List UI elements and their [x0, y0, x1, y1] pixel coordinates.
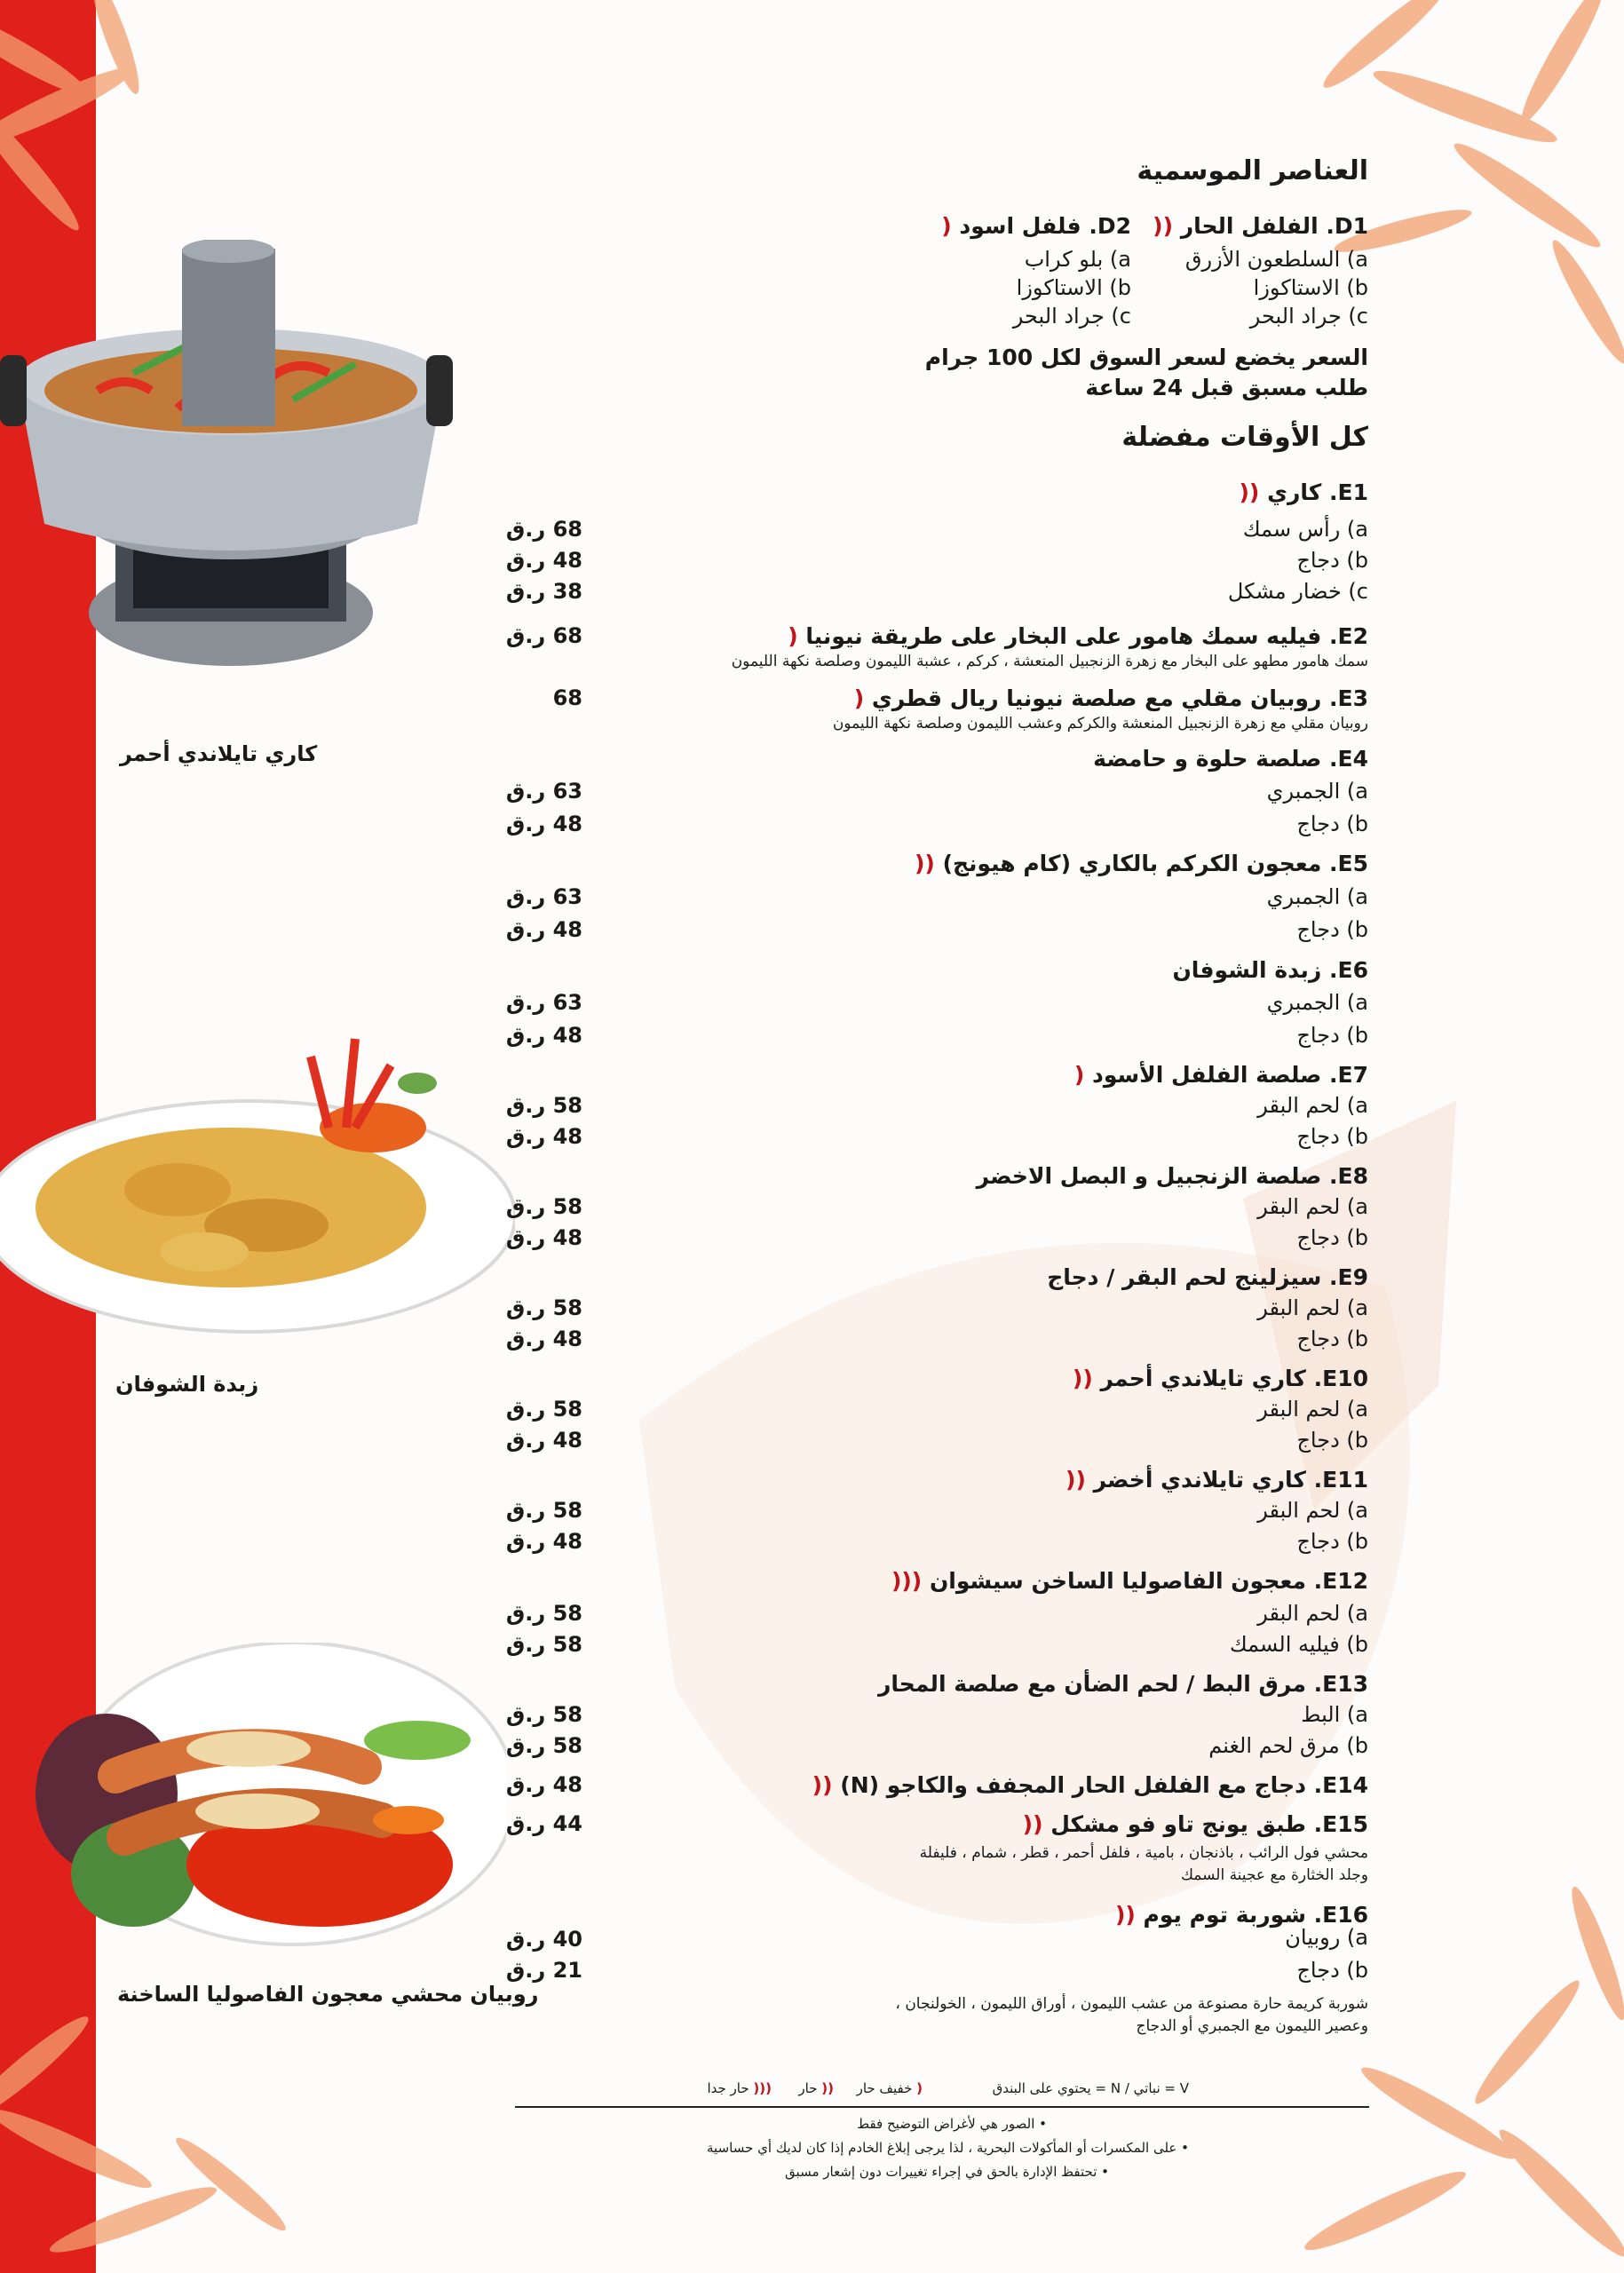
e4-option-a: a) الجمبري	[1266, 779, 1368, 804]
bamboo-leaves-top-left	[0, 0, 147, 237]
d2-item-b: b) الاستاكوزا	[1016, 275, 1131, 300]
footer-note-2: • على المكسرات أو المأكولات البحرية ، لذا يرجى إبلاغ الخادم إذا كان لديك أي حساسية	[707, 2140, 1189, 2156]
e11-option-a: a) لحم البقر	[1257, 1498, 1368, 1523]
e7-option-a: a) لحم البقر	[1257, 1093, 1368, 1118]
e16-price-b: 21 ر.ق	[505, 1958, 582, 1983]
chili-icon: (	[788, 623, 798, 649]
e10-name: E10. كاري تايلاندي أحمر	[1100, 1366, 1368, 1391]
e7-name: E7. صلصة الفلفل الأسود	[1092, 1062, 1368, 1088]
e3-price: 68	[552, 685, 582, 710]
e1-price-c: 38 ر.ق	[505, 579, 582, 604]
e15-name: E15. طبق يونج تاو فو مشكل	[1050, 1811, 1368, 1837]
e16-option-b: b) دجاج	[1296, 1958, 1368, 1983]
e2-price: 68 ر.ق	[505, 623, 582, 648]
e7-title	[1074, 1062, 1368, 1088]
d1-item-b: b) الاستاكوزا	[1253, 275, 1368, 300]
e12-price-b: 58 ر.ق	[505, 1632, 582, 1657]
e12-title	[891, 1568, 1368, 1594]
legend-hot-label: حار	[798, 2080, 818, 2096]
d2-title	[941, 213, 1131, 239]
e2-description: سمك هامور مطهو على البخار مع زهرة الزنجبيل المنعشة ، كركم ، عشبة الليمون وصلصة نكهة الليمون	[731, 653, 1368, 670]
seasonal-title: العناصر الموسمية	[1137, 155, 1368, 186]
e7-option-b: b) دجاج	[1296, 1124, 1368, 1149]
legend-mild	[857, 2080, 923, 2096]
e5-option-b: b) دجاج	[1296, 917, 1368, 942]
chili-icon: (	[916, 2080, 923, 2096]
e15-description-line2: وجلد الخثارة مع عجينة السمك	[1180, 1866, 1368, 1884]
e6-price-b: 48 ر.ق	[505, 1023, 582, 1048]
e13-option-b: b) مرق لحم الغنم	[1208, 1733, 1368, 1758]
chili-icon: (((	[891, 1568, 923, 1594]
e6-price-a: 63 ر.ق	[505, 990, 582, 1015]
chili-icon: ((	[821, 2080, 834, 2096]
e16-name: E16. شوربة توم يوم	[1143, 1902, 1368, 1928]
bamboo-leaves-bottom-left	[0, 2008, 292, 2261]
stuffed-prawn-photo	[27, 1643, 506, 1971]
e8-price-a: 58 ر.ق	[505, 1194, 582, 1219]
e16-description-line2: وعصير الليمون مع الجمبري أو الدجاج	[1136, 2017, 1368, 2035]
chili-icon: ((	[1153, 213, 1173, 239]
legend-veg-nuts: V = نباتي / N = يحتوي على البندق	[992, 2080, 1189, 2096]
e1-title	[1240, 479, 1369, 505]
d1-item-a: a) السلطعون الأزرق	[1184, 247, 1368, 272]
e1-option-a: a) رأس سمك	[1242, 517, 1368, 542]
e11-option-b: b) دجاج	[1296, 1529, 1368, 1554]
e10-price-a: 58 ر.ق	[505, 1397, 582, 1422]
e12-price-a: 58 ر.ق	[505, 1601, 582, 1626]
e3-title	[854, 685, 1368, 711]
divider	[515, 2106, 1369, 2108]
preorder-note: طلب مسبق قبل 24 ساعة	[1085, 375, 1368, 400]
e15-title	[1023, 1811, 1368, 1837]
caption-stuffed-prawn: روبيان محشي معجون الفاصوليا الساخنة	[117, 1982, 539, 2007]
e7-price-a: 58 ر.ق	[505, 1093, 582, 1118]
e12-option-a: a) لحم البقر	[1257, 1601, 1368, 1626]
e4-option-b: b) دجاج	[1296, 812, 1368, 836]
thai-red-curry-photo	[0, 240, 471, 684]
e5-name: E5. معجون الكركم بالكاري (كام هيونج)	[942, 851, 1368, 876]
chili-icon: ((	[1239, 479, 1260, 505]
footer-note-3: • تحتفظ الإدارة بالحق في إجراء تغييرات دون إشعار مسبق	[785, 2164, 1109, 2180]
e11-price-a: 58 ر.ق	[505, 1498, 582, 1523]
e9-option-a: a) لحم البقر	[1257, 1295, 1368, 1320]
chili-icon: ((	[1066, 1467, 1086, 1493]
d1-item-c: c) جراد البحر	[1249, 304, 1368, 329]
d1-title	[1153, 213, 1368, 239]
chili-icon: (	[1073, 1062, 1085, 1088]
allday-title: كل الأوقات مفضلة	[1121, 422, 1368, 453]
market-price-note: السعر يخضع لسعر السوق لكل 100 جرام	[924, 345, 1368, 370]
chili-icon: (	[853, 685, 865, 711]
e10-price-b: 48 ر.ق	[505, 1428, 582, 1453]
e1-price-a: 68 ر.ق	[505, 517, 582, 542]
e2-name: E2. فيليه سمك هامور على البخار على طريقة نيونيا	[805, 623, 1368, 649]
e5-option-a: a) الجمبري	[1266, 884, 1368, 909]
e2-title	[788, 623, 1368, 649]
e6-title: E6. زبدة الشوفان	[1172, 957, 1368, 983]
butter-oat-photo	[0, 994, 515, 1350]
e3-name: E3. روبيان مقلي مع صلصة نيونيا ريال قطري	[871, 685, 1368, 711]
d2-item-c: c) جراد البحر	[1012, 304, 1131, 329]
e8-option-b: b) دجاج	[1296, 1225, 1368, 1250]
e1-price-b: 48 ر.ق	[505, 548, 582, 573]
e13-option-a: a) البط	[1301, 1702, 1368, 1727]
e14-price: 48 ر.ق	[505, 1772, 582, 1797]
e10-option-a: a) لحم البقر	[1257, 1397, 1368, 1422]
e16-option-a: a) روبيان	[1285, 1925, 1368, 1950]
e3-description: روبيان مقلي مع زهرة الزنجبيل المنعشة والكركم وعشب الليمون وصلصة نكهة الليمون	[832, 715, 1368, 733]
e5-price-b: 48 ر.ق	[505, 917, 582, 942]
e15-description-line1: محشي فول الرائب ، باذنجان ، بامية ، فلفل أحمر ، قطر ، شمام ، فليفلة	[919, 1844, 1368, 1862]
e9-price-a: 58 ر.ق	[505, 1295, 582, 1320]
e4-title: E4. صلصة حلوة و حامضة	[1093, 746, 1368, 772]
e10-title	[1073, 1366, 1368, 1391]
e8-option-a: a) لحم البقر	[1257, 1194, 1368, 1219]
e14-name: E14. دجاج مع الفلفل الحار المجفف والكاجو (N)	[840, 1772, 1368, 1798]
chili-icon: (((	[753, 2080, 772, 2096]
e5-price-a: 63 ر.ق	[505, 884, 582, 909]
e13-title: E13. مرق البط / لحم الضأن مع صلصة المحار	[878, 1671, 1368, 1697]
e1-option-b: b) دجاج	[1296, 548, 1368, 573]
e1-name: E1. كاري	[1267, 479, 1368, 505]
e9-option-b: b) دجاج	[1296, 1327, 1368, 1351]
e5-title	[915, 851, 1368, 876]
legend-hot	[798, 2080, 834, 2096]
e16-description-line1: شوربة كريمة حارة مصنوعة من عشب الليمون ، أوراق الليمون ، الخولنجان ،	[895, 1995, 1368, 2013]
e4-price-a: 63 ر.ق	[505, 779, 582, 804]
e6-option-a: a) الجمبري	[1266, 990, 1368, 1015]
e9-price-b: 48 ر.ق	[505, 1327, 582, 1351]
chili-icon: ((	[1022, 1811, 1043, 1837]
e11-name: E11. كاري تايلاندي أخضر	[1093, 1467, 1368, 1493]
e4-price-b: 48 ر.ق	[505, 812, 582, 836]
e10-option-b: b) دجاج	[1296, 1428, 1368, 1453]
e7-price-b: 48 ر.ق	[505, 1124, 582, 1149]
e12-name: E12. معجون الفاصوليا الساخن سيشوان	[929, 1568, 1368, 1594]
e11-price-b: 48 ر.ق	[505, 1529, 582, 1554]
legend-very-hot	[707, 2080, 772, 2096]
d1-name: D1. الفلفل الحار	[1180, 213, 1368, 239]
chili-icon: ((	[1072, 1366, 1093, 1391]
legend-mild-label: خفيف حار	[856, 2080, 913, 2096]
e15-price: 44 ر.ق	[505, 1811, 582, 1836]
chili-icon: (	[941, 213, 952, 239]
footer-note-1: • الصور هي لأغراض التوضيح فقط	[857, 2116, 1047, 2132]
e1-option-c: c) خضار مشكل	[1227, 579, 1368, 604]
legend-very-hot-label: حار جدا	[707, 2080, 749, 2096]
e13-price-b: 58 ر.ق	[505, 1733, 582, 1758]
e13-price-a: 58 ر.ق	[505, 1702, 582, 1727]
chili-icon: ((	[1114, 1902, 1136, 1928]
e12-option-b: b) فيليه السمك	[1229, 1632, 1368, 1657]
e16-title	[1115, 1902, 1368, 1928]
d2-name: D2. فلفل اسود	[959, 213, 1131, 239]
e8-title: E8. صلصة الزنجبيل و البصل الاخضر	[976, 1163, 1368, 1189]
e9-title: E9. سيزلينج لحم البقر / دجاج	[1047, 1264, 1368, 1290]
chili-icon: ((	[812, 1772, 833, 1798]
e14-title	[812, 1772, 1368, 1798]
chili-icon: ((	[915, 851, 935, 876]
e11-title	[1066, 1467, 1368, 1493]
e6-option-b: b) دجاج	[1296, 1023, 1368, 1048]
d2-item-a: a) بلو كراب	[1024, 247, 1131, 272]
caption-thai-red-curry: كاري تايلاندي أحمر	[120, 741, 318, 766]
e8-price-b: 48 ر.ق	[505, 1225, 582, 1250]
caption-butter-oat: زبدة الشوفان	[115, 1372, 259, 1397]
e16-price-a: 40 ر.ق	[505, 1927, 582, 1952]
